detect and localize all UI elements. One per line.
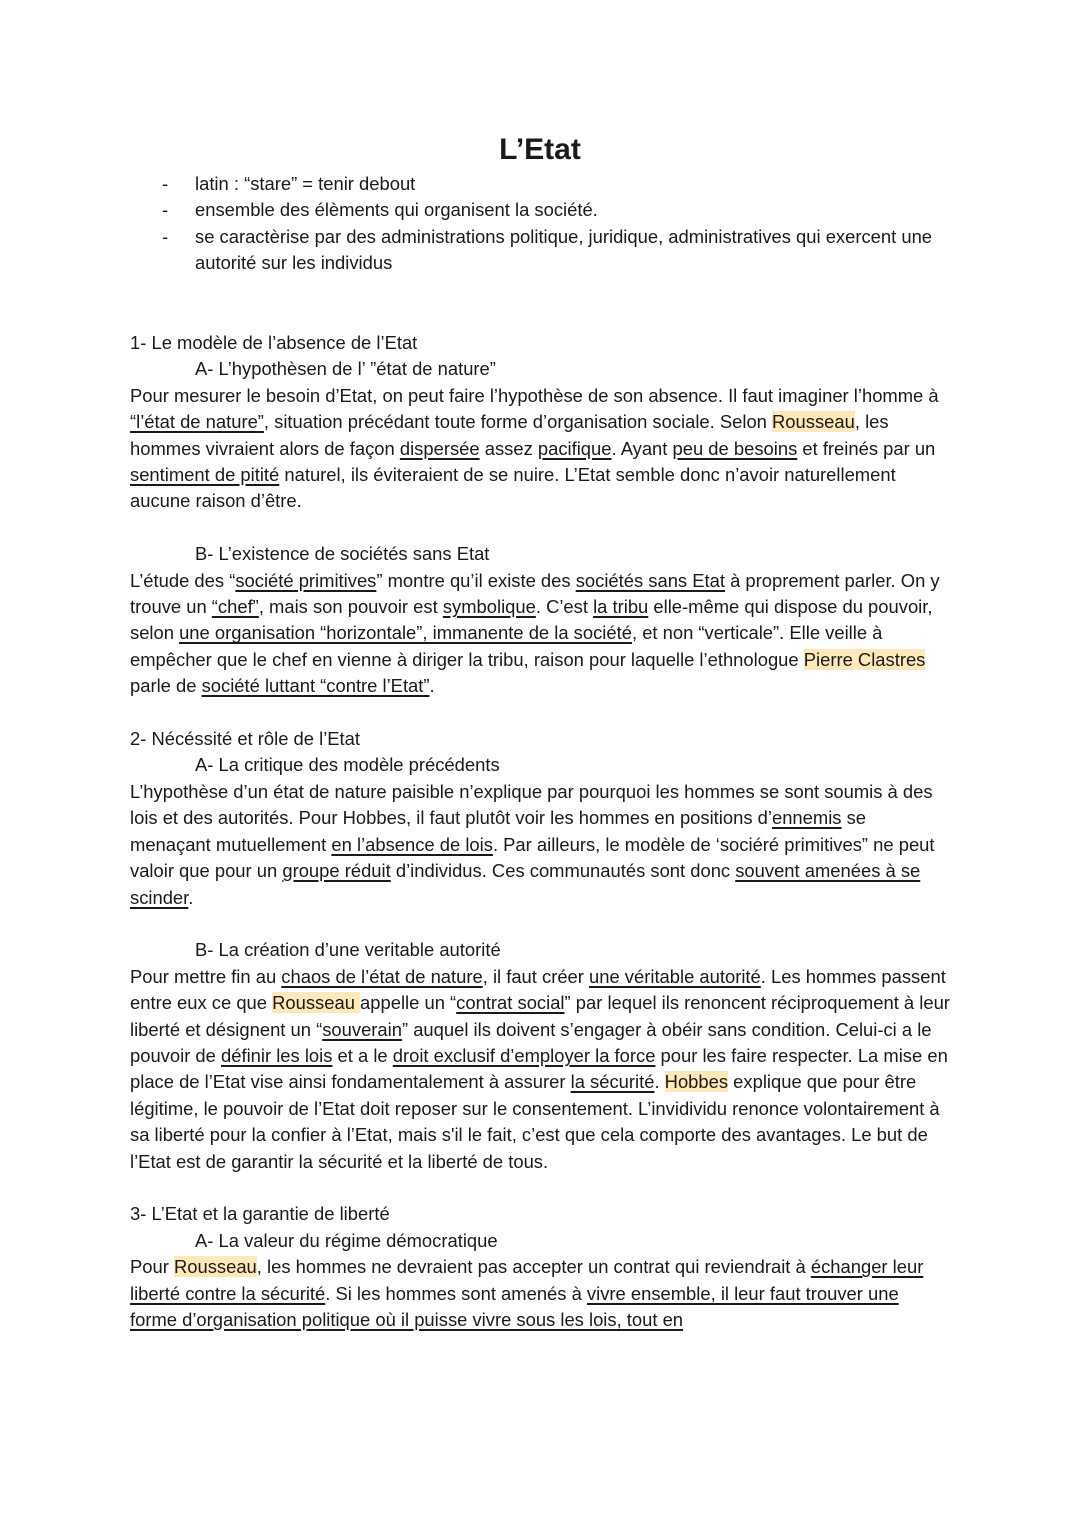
highlighted-name: Rousseau: [272, 992, 361, 1014]
subsection-heading: B- L’existence de sociétés sans Etat: [195, 543, 490, 565]
subsection-heading: A- L’hypothèsen de l’ ”état de nature”: [195, 358, 496, 380]
paragraph: Pour mesurer le besoin d’Etat, on peut faire l’hypothèse de son absence. Il faut imaginer l’homme à “l’état de nature”, situation précédant toute forme d’organisation sociale. Selon Rousseau, les hommes vivraient alors de façon dispersée assez pacifique. Ayant peu de besoins et freinés par un sentiment de pitité naturel, ils éviteraient de se nuire. L’Etat semble donc n’avoir naturellement aucune raison d’être.: [130, 384, 939, 512]
paragraph: Pour mettre fin au chaos de l’état de nature, il faut créer une véritable autorité. Les hommes passent entre eux ce que Rousseau appelle un “contrat social” par lequel ils renoncent réciproquement à leur liberté et désignent un “souverain” auquel ils doivent s’engager à obéir sans condition. Celui-ci a le pouvoir de définir les lois et a le droit exclusif d’employer la force pour les faire respecter. La mise en place de l’Etat vise ainsi fondamentalement à assurer la sécurité. Hobbes explique que pour être légitime, le pouvoir de l’Etat doit reposer sur le consentement. L’invidividu renonce volontairement à sa liberté pour la confier à l’Etat, mais s'il le fait, c’est que cela comporte des avantages. Le but de l’Etat est de garantir la sécurité et la liberté de tous.: [130, 965, 950, 1172]
subsection-heading: A- La critique des modèle précédents: [195, 754, 500, 776]
paragraph: Pour Rousseau, les hommes ne devraient pas accepter un contrat qui reviendrait à échanger leur liberté contre la sécurité. Si les hommes sont amenés à vivre ensemble, il leur faut trouver une forme d’organisation politique où il puisse vivre sous les lois, tout en: [130, 1256, 924, 1330]
list-item: - se caractèrise par des administrations politique, juridique, administratives qui exercent une autorité sur les individus: [162, 225, 933, 274]
highlighted-name: Pierre Clastres: [803, 648, 926, 670]
document-body: [130, 330, 950, 1333]
highlighted-name: Rousseau: [173, 1256, 257, 1278]
page-title: L’Etat: [499, 133, 581, 166]
intro-list: [130, 171, 950, 277]
highlighted-name: Rousseau: [772, 411, 855, 433]
subsection-heading: A- La valeur du régime démocratique: [195, 1229, 498, 1251]
section-heading: 3- L’Etat et la garantie de liberté: [130, 1203, 390, 1225]
subsection-heading: B- La création d’une veritable autorité: [195, 939, 501, 961]
list-item: - latin : “stare” = tenir debout: [162, 173, 416, 194]
paragraph: L’étude des “société primitives” montre qu’il existe des sociétés sans Etat à proprement parler. On y trouve un “chef”, mais son pouvoir est symbolique. C’est la tribu elle-même qui dispose du pouvoir, selon une organisation “horizontale”, immanente de la société, et non “verticale”. Elle veille à empêcher que le chef en vienne à diriger la tribu, raison pour laquelle l’ethnologue Pierre Clastres parle de société luttant “contre l’Etat”.: [130, 569, 940, 697]
list-item: - ensemble des élèments qui organisent la société.: [162, 199, 598, 221]
highlighted-name: Hobbes: [664, 1071, 729, 1093]
section-heading: 1- Le modèle de l’absence de l’Etat: [130, 332, 418, 353]
section-heading: 2- Nécéssité et rôle de l’Etat: [130, 728, 360, 750]
paragraph: L’hypothèse d’un état de nature paisible n’explique par pourquoi les hommes se sont soumis à des lois et des autorités. Pour Hobbes, il faut plutôt voir les hommes en positions d’ennemis se menaçant mutuellement en l’absence de lois. Par ailleurs, le modèle de ‘sociéré primitives” ne peut valoir que pour un groupe réduit d’individus. Ces communautés sont donc souvent amenées à se scinder.: [130, 780, 935, 908]
